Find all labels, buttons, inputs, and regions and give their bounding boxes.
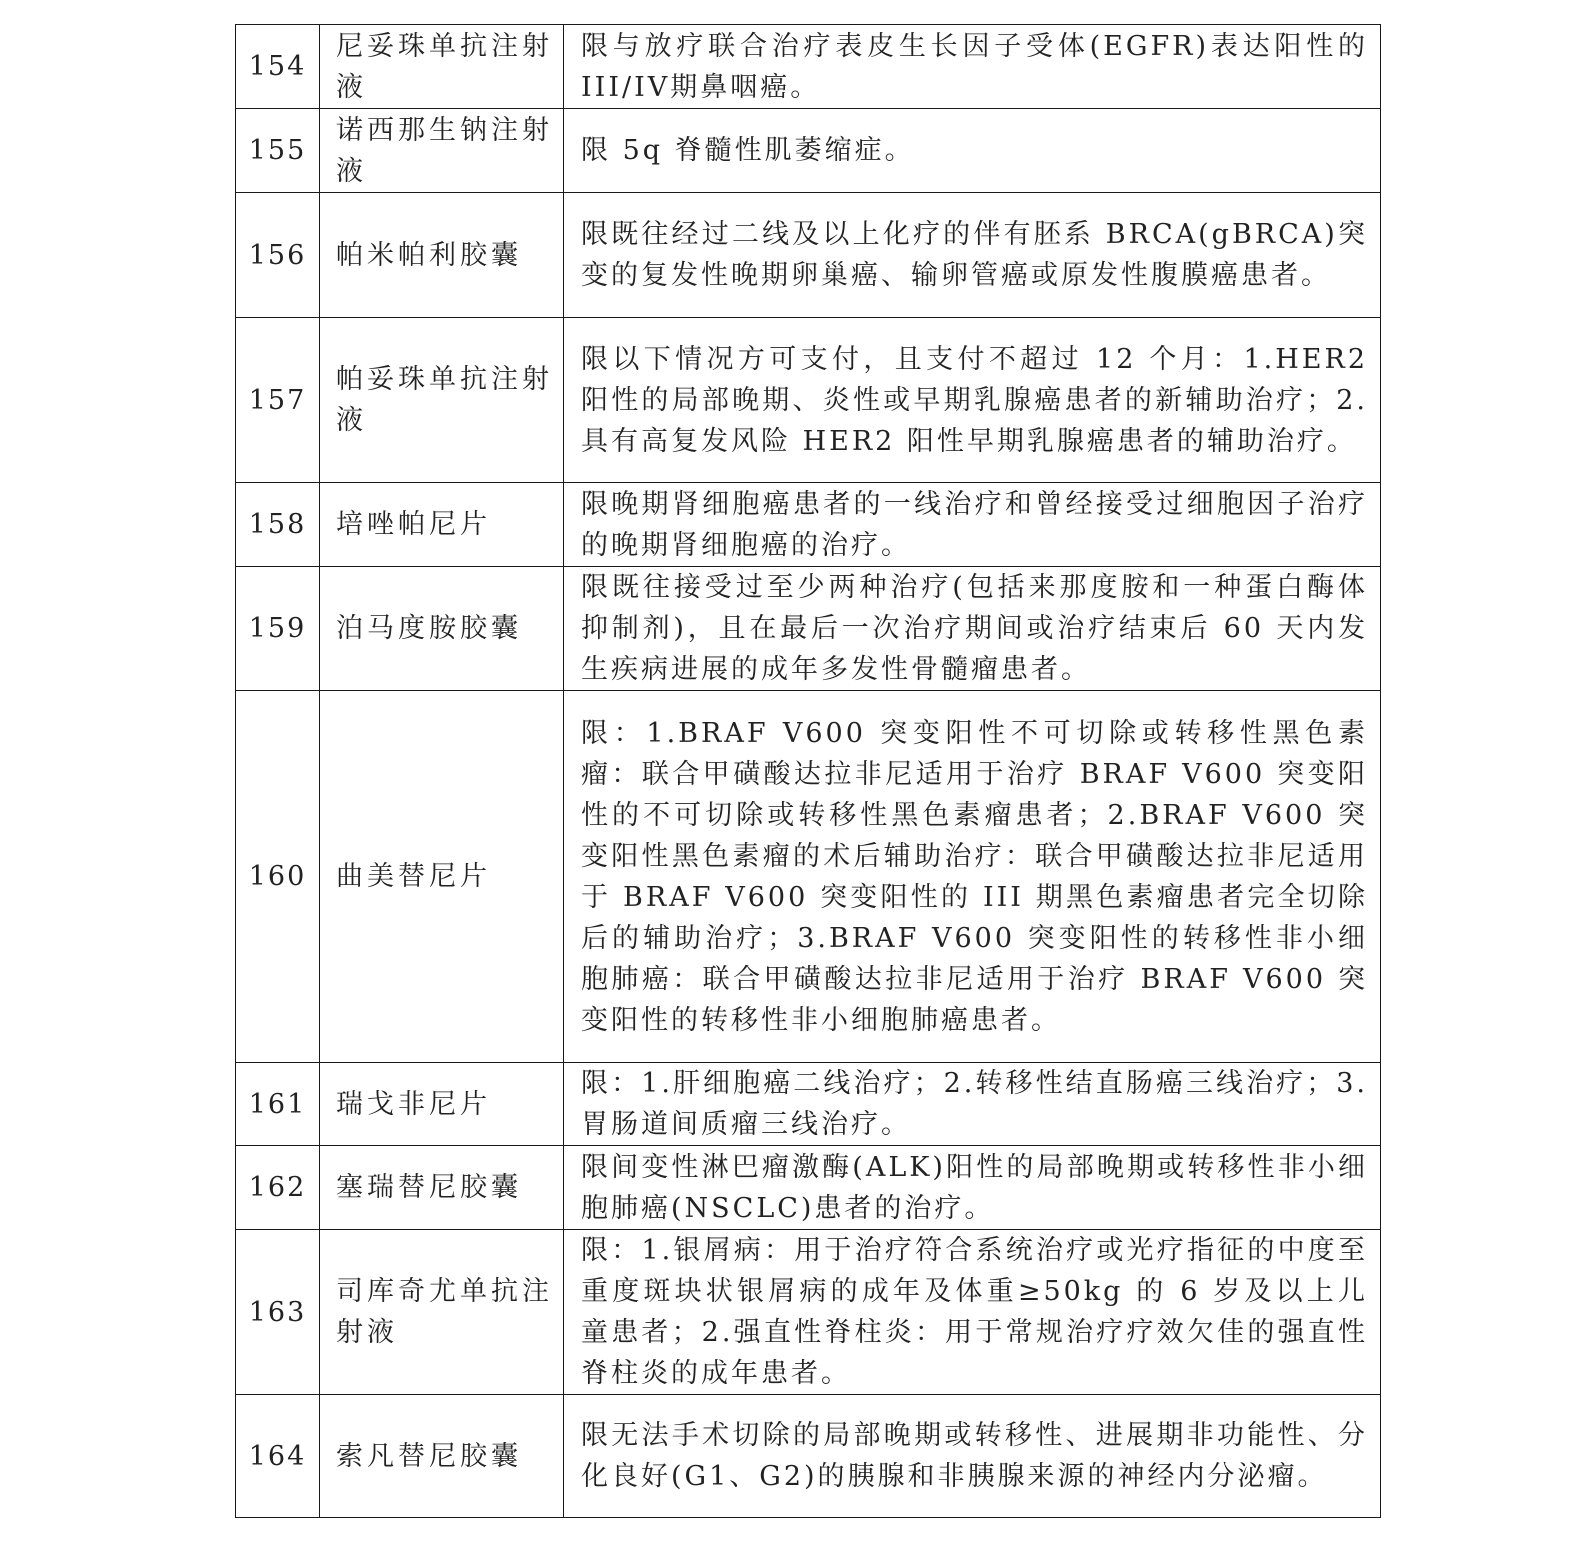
row-number: 160 [236, 691, 320, 1063]
restriction-text: 限 5q 脊髓性肌萎缩症。 [564, 109, 1381, 193]
drug-name: 帕妥珠单抗注射液 [320, 318, 564, 483]
table-row [236, 25, 1381, 109]
restriction-text: 限以下情况方可支付，且支付不超过 12 个月：1.HER2 阳性的局部晚期、炎性或早期乳腺癌患者的新辅助治疗；2.具有高复发风险 HER2 阳性早期乳腺癌患者的辅助治疗。 [564, 318, 1381, 483]
table-row [236, 318, 1381, 483]
drug-name: 诺西那生钠注射液 [320, 109, 564, 193]
table-row [236, 1230, 1381, 1395]
table-row [236, 1063, 1381, 1146]
drug-name: 曲美替尼片 [320, 691, 564, 1063]
table-row [236, 193, 1381, 318]
restriction-text: 限与放疗联合治疗表皮生长因子受体(EGFR)表达阳性的III/IV期鼻咽癌。 [564, 25, 1381, 109]
restriction-text: 限晚期肾细胞癌患者的一线治疗和曾经接受过细胞因子治疗的晚期肾细胞癌的治疗。 [564, 483, 1381, 567]
row-number: 159 [236, 567, 320, 691]
drug-name: 瑞戈非尼片 [320, 1063, 564, 1146]
row-number: 155 [236, 109, 320, 193]
table-row [236, 1146, 1381, 1230]
drug-name: 帕米帕利胶囊 [320, 193, 564, 318]
row-number: 164 [236, 1395, 320, 1518]
restriction-text: 限间变性淋巴瘤激酶(ALK)阳性的局部晚期或转移性非小细胞肺癌(NSCLC)患者的治疗。 [564, 1146, 1381, 1230]
table-body [236, 25, 1381, 1518]
row-number: 157 [236, 318, 320, 483]
drug-name: 司库奇尤单抗注射液 [320, 1230, 564, 1395]
drug-name: 塞瑞替尼胶囊 [320, 1146, 564, 1230]
drug-name: 索凡替尼胶囊 [320, 1395, 564, 1518]
table-row [236, 1395, 1381, 1518]
row-number: 161 [236, 1063, 320, 1146]
table-row [236, 109, 1381, 193]
table-row [236, 691, 1381, 1063]
row-number: 154 [236, 25, 320, 109]
row-number: 163 [236, 1230, 320, 1395]
table-row [236, 483, 1381, 567]
row-number: 162 [236, 1146, 320, 1230]
row-number: 156 [236, 193, 320, 318]
restriction-text: 限无法手术切除的局部晚期或转移性、进展期非功能性、分化良好(G1、G2)的胰腺和非胰腺来源的神经内分泌瘤。 [564, 1395, 1381, 1518]
drug-reimbursement-table [235, 24, 1381, 1518]
restriction-text: 限既往接受过至少两种治疗(包括来那度胺和一种蛋白酶体抑制剂)，且在最后一次治疗期间或治疗结束后 60 天内发生疾病进展的成年多发性骨髓瘤患者。 [564, 567, 1381, 691]
restriction-text: 限：1.肝细胞癌二线治疗；2.转移性结直肠癌三线治疗；3.胃肠道间质瘤三线治疗。 [564, 1063, 1381, 1146]
table-row [236, 567, 1381, 691]
restriction-text: 限：1.银屑病：用于治疗符合系统治疗或光疗指征的中度至重度斑块状银屑病的成年及体重≥50kg 的 6 岁及以上儿童患者；2.强直性脊柱炎：用于常规治疗疗效欠佳的强直性脊柱炎的成年患者。 [564, 1230, 1381, 1395]
drug-name: 泊马度胺胶囊 [320, 567, 564, 691]
restriction-text: 限：1.BRAF V600 突变阳性不可切除或转移性黑色素瘤：联合甲磺酸达拉非尼适用于治疗 BRAF V600 突变阳性的不可切除或转移性黑色素瘤患者；2.BRAF V600 突变阳性黑色素瘤的术后辅助治疗：联合甲磺酸达拉非尼适用于 BRAF V600 突变阳性的 III 期黑色素瘤患者完全切除后的辅助治疗；3.BRAF V600 突变阳性的转移性非小细胞肺癌：联合甲磺酸达拉非尼适用于治疗 BRAF V600 突变阳性的转移性非小细胞肺癌患者。 [564, 691, 1381, 1063]
row-number: 158 [236, 483, 320, 567]
restriction-text: 限既往经过二线及以上化疗的伴有胚系 BRCA(gBRCA)突变的复发性晚期卵巢癌、输卵管癌或原发性腹膜癌患者。 [564, 193, 1381, 318]
drug-name: 尼妥珠单抗注射液 [320, 25, 564, 109]
drug-name: 培唑帕尼片 [320, 483, 564, 567]
